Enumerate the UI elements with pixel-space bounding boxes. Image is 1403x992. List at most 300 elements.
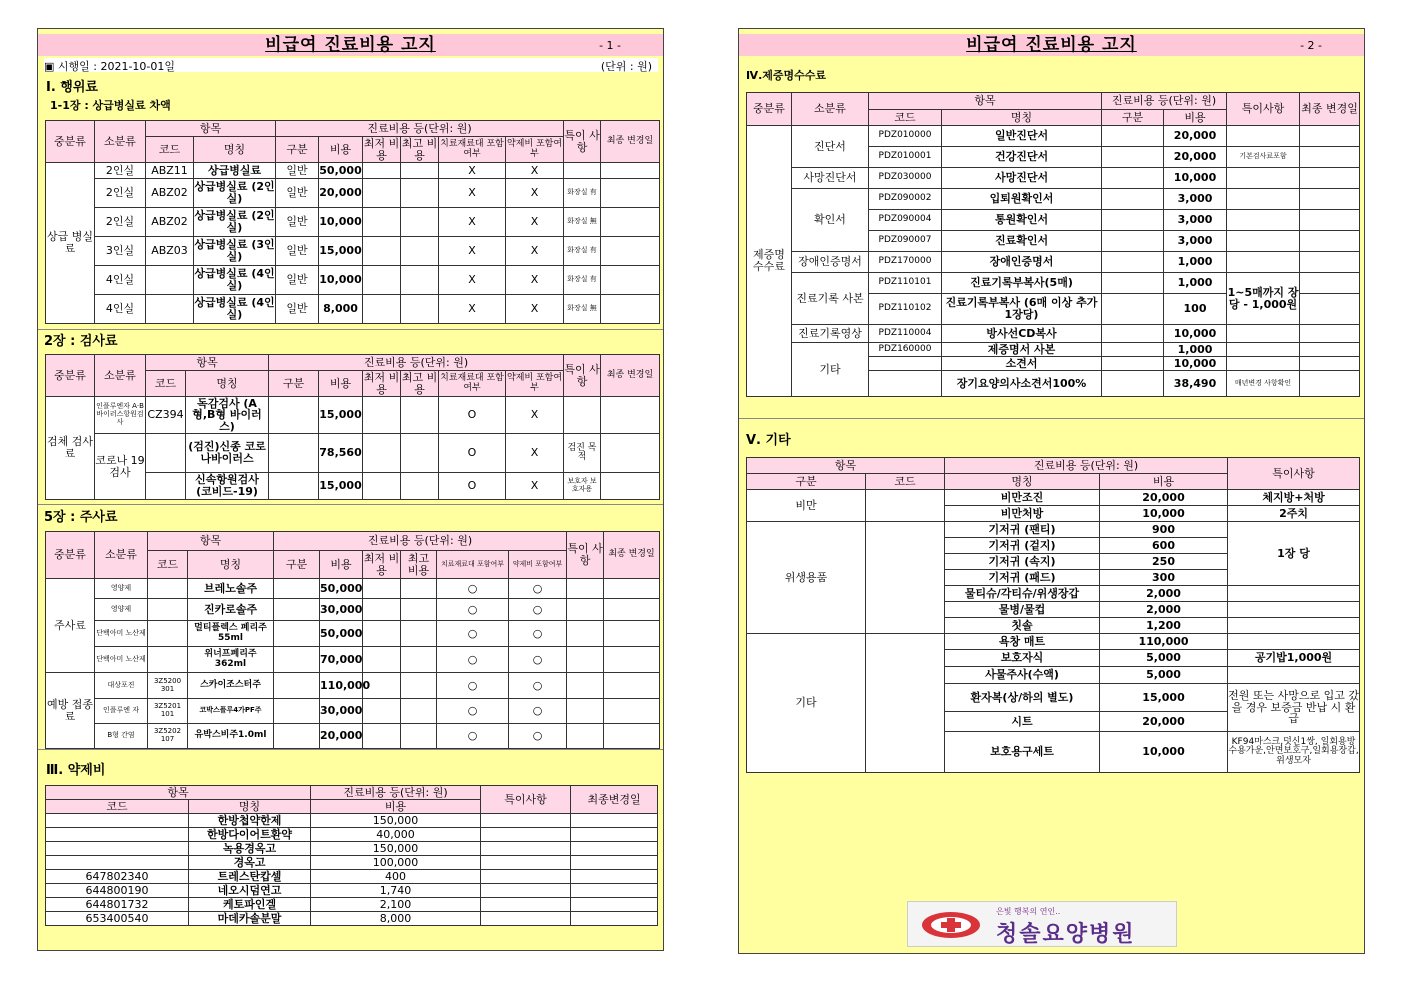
cell-cost: 30,000	[320, 599, 363, 621]
hygiene-note: 1장 당	[1228, 522, 1360, 586]
cell-material: O	[439, 397, 506, 434]
table-row	[747, 634, 1360, 650]
cell-cost: 40,000	[311, 828, 481, 842]
table-row	[46, 699, 660, 724]
empty-cell	[363, 163, 401, 179]
empty-cell	[1300, 357, 1360, 371]
cell-material: ○	[437, 724, 509, 749]
cell-cost: 8,000	[319, 295, 363, 324]
col-name: 명칭	[186, 371, 269, 397]
empty-cell	[567, 579, 604, 599]
cell-name: 비만처방	[945, 506, 1100, 522]
cell-cost: 1,740	[311, 884, 481, 898]
empty-cell	[604, 579, 660, 599]
empty-cell	[274, 673, 320, 699]
cell-minor: 2인실	[95, 179, 146, 208]
minor-etc: 기타	[792, 343, 869, 397]
col-cost-head: 진료비용 등(단위: 원)	[274, 532, 567, 551]
cell-cost: 100,000	[311, 856, 481, 870]
col-note: 특이 사항	[564, 355, 601, 397]
empty-cell	[481, 870, 571, 884]
minor-flu: 인플루엔자 A·B바이러스항원검사	[95, 397, 146, 434]
minor-covid: 코로나 19검사	[95, 434, 146, 500]
empty-cell	[604, 647, 660, 673]
cell-drug: X	[506, 163, 564, 179]
cell-note	[1228, 667, 1360, 684]
col-name: 명칭	[942, 110, 1102, 126]
divider	[38, 329, 663, 330]
cell-drug: ○	[509, 599, 567, 621]
empty-cell	[401, 621, 437, 647]
cell-name: 통원확인서	[942, 210, 1102, 231]
empty-cell	[1102, 252, 1164, 273]
cell-cost: 78,560	[319, 434, 363, 473]
empty-cell	[1300, 210, 1360, 231]
cell-code: PDZ030000	[869, 168, 942, 189]
cell-note	[1227, 357, 1300, 371]
cell-minor: 3인실	[95, 237, 146, 266]
col-cost-head: 진료비용 등(단위: 원)	[269, 355, 564, 371]
empty-cell	[601, 237, 660, 266]
empty-cell	[571, 814, 658, 828]
cell-note: 검진 목적	[564, 434, 601, 473]
cell-name: 코박스플루4가PF주	[188, 699, 274, 724]
table-row	[46, 599, 660, 621]
empty-cell	[274, 579, 320, 599]
cell-cost: 1,000	[1164, 252, 1227, 273]
etc-fee-table	[746, 457, 1360, 773]
empty-cell	[866, 634, 945, 773]
cell-minor: 단백아미 노산제	[95, 621, 148, 647]
table-row	[46, 647, 660, 673]
cell-name: 보호용구세트	[945, 732, 1100, 773]
cell-name: 상급병실료 (2인실)	[194, 208, 276, 237]
table-row	[46, 621, 660, 647]
col-major: 중분류	[46, 355, 95, 397]
col-updated: 최종 변경일	[1300, 93, 1360, 126]
cell-note	[1227, 189, 1300, 210]
cell-cost: 20,000	[1164, 147, 1227, 168]
col-updated: 최종 변경일	[601, 355, 660, 397]
table-row	[747, 189, 1360, 210]
empty-cell	[401, 208, 439, 237]
cell-name: 멀티플렉스 페리주55ml	[188, 621, 274, 647]
logo-tagline: 은빛 행복의 연인..	[996, 907, 1061, 916]
cell-name: 브레노솔주	[188, 579, 274, 599]
minor-diagnosis: 진단서	[792, 126, 869, 168]
col-name: 명칭	[188, 551, 274, 579]
cell-name: 케토파인겔	[189, 898, 311, 912]
cell-drug: X	[506, 473, 564, 500]
cell-code: PDZ090002	[869, 189, 942, 210]
empty-cell	[401, 434, 439, 473]
cell-cost: 10,000	[1164, 168, 1227, 189]
table-row	[747, 273, 1360, 294]
cell-minor: 2인실	[95, 163, 146, 179]
certificate-fee-table	[746, 92, 1360, 397]
cell-code	[148, 621, 188, 647]
cell-drug: ○	[509, 699, 567, 724]
cell-note: 화장실 無	[564, 208, 601, 237]
cell-type: 일반	[276, 208, 319, 237]
col-type: 구분	[274, 551, 320, 579]
empty-cell	[1102, 325, 1164, 343]
cell-note: 보호자 보호자용	[564, 473, 601, 500]
col-minor: 소분류	[792, 93, 869, 126]
empty-cell	[269, 397, 319, 434]
cell-code: PDZ010001	[869, 147, 942, 168]
cell-cost: 5,000	[1100, 667, 1228, 684]
cell-name: 유박스비주1.0ml	[188, 724, 274, 749]
col-cost-head: 진료비용 등(단위: 원)	[945, 458, 1228, 474]
col-cost: 비용	[1100, 474, 1228, 490]
table-row	[46, 870, 658, 884]
empty-cell	[1300, 189, 1360, 210]
major-vaccination: 예방 접종료	[46, 673, 95, 749]
cell-cost: 15,000	[319, 397, 363, 434]
cell-code: CZ394	[146, 397, 186, 434]
cell-code: PDZ110102	[869, 294, 942, 325]
cell-name: 진료기록부복사 (6매 이상 추가1장당)	[942, 294, 1102, 325]
cell-code	[146, 473, 186, 500]
cell-name: 진카로솔주	[188, 599, 274, 621]
cell-material: X	[439, 295, 506, 324]
cell-drug: ○	[509, 647, 567, 673]
cell-code: ABZ02	[146, 179, 194, 208]
cell-note	[1228, 634, 1360, 650]
cell-material: ○	[437, 579, 509, 599]
empty-cell	[363, 434, 401, 473]
table-row	[46, 912, 658, 926]
cell-code: 644800190	[46, 884, 189, 898]
cell-cost: 10,000	[319, 208, 363, 237]
col-item: 항목	[869, 93, 1102, 110]
cell-material: X	[439, 179, 506, 208]
cell-drug: ○	[509, 621, 567, 647]
table-row	[747, 126, 1360, 147]
empty-cell	[1300, 273, 1360, 294]
page-title: 비급여 진료비용 고지	[265, 35, 436, 55]
cell-material: ○	[437, 673, 509, 699]
cell-cost: 300	[1100, 570, 1228, 586]
cell-cost: 20,000	[1100, 490, 1228, 506]
empty-cell	[1300, 325, 1360, 343]
cell-name: 위너프페리주 362ml	[188, 647, 274, 673]
table-row	[46, 856, 658, 870]
empty-cell	[604, 621, 660, 647]
table-row	[46, 397, 660, 434]
cell-name: 제증명서 사본	[942, 343, 1102, 357]
col-drug: 약제비 포함여부	[506, 371, 564, 397]
group-hygiene: 위생용품	[747, 522, 866, 634]
empty-cell	[401, 699, 437, 724]
cell-name: 비만조진	[945, 490, 1100, 506]
empty-cell	[1228, 618, 1360, 634]
col-cost: 비용	[1164, 110, 1227, 126]
col-item: 항목	[146, 121, 276, 137]
table-row	[46, 884, 658, 898]
cell-cost: 2,100	[311, 898, 481, 912]
col-drug: 약제비 포함여부	[509, 551, 567, 579]
empty-cell	[401, 295, 439, 324]
cell-cost: 600	[1100, 538, 1228, 554]
cell-note: 2주치	[1228, 506, 1360, 522]
col-code: 코드	[869, 110, 942, 126]
empty-cell	[1102, 231, 1164, 252]
empty-cell	[601, 295, 660, 324]
cell-code: ABZ11	[146, 163, 194, 179]
col-note: 특이사항	[1228, 458, 1360, 490]
empty-cell	[571, 870, 658, 884]
col-max: 최고 비용	[401, 136, 438, 162]
empty-cell	[1300, 168, 1360, 189]
empty-cell	[1102, 189, 1164, 210]
empty-cell	[401, 397, 439, 434]
empty-cell	[567, 621, 604, 647]
empty-cell	[401, 579, 437, 599]
col-cost: 비용	[319, 137, 363, 163]
cell-material: O	[439, 473, 506, 500]
cell-code: PDZ090007	[869, 231, 942, 252]
cell-name: 독감검사 (A형,B형 바이러스)	[186, 397, 269, 434]
cell-name: 환자복(상/하의 별도)	[945, 684, 1100, 712]
cell-code	[46, 814, 189, 828]
cell-minor: B형 간염	[95, 724, 148, 749]
empty-cell	[601, 266, 660, 295]
empty-cell	[274, 699, 320, 724]
page-number: - 2 -	[1300, 39, 1322, 52]
cell-note	[564, 163, 601, 179]
empty-cell	[401, 266, 439, 295]
empty-cell	[1102, 273, 1164, 294]
cell-name: 기저귀 (팬티)	[945, 522, 1100, 538]
cell-material: O	[439, 434, 506, 473]
table-row	[46, 828, 658, 842]
col-item: 항목	[148, 532, 274, 551]
table-row	[747, 168, 1360, 189]
minor-record-copy: 진료기록 사본	[792, 273, 869, 325]
empty-cell	[567, 599, 604, 621]
empty-cell	[1300, 371, 1360, 397]
cell-note: 매년변경 사항확인	[1227, 371, 1300, 397]
col-cost-head: 진료비용 등(단위: 원)	[1102, 93, 1227, 110]
empty-cell	[401, 599, 437, 621]
empty-cell	[1102, 147, 1164, 168]
cell-code	[46, 842, 189, 856]
empty-cell	[1102, 210, 1164, 231]
cell-drug: ○	[509, 673, 567, 699]
minor-disability: 장애인증명서	[792, 252, 869, 273]
col-item: 항목	[46, 786, 311, 800]
empty-cell	[1300, 294, 1360, 325]
empty-cell	[481, 856, 571, 870]
cell-note: 화장실 無	[564, 295, 601, 324]
unit-label: (단위 : 원)	[600, 60, 652, 73]
cell-code: PDZ160000	[869, 343, 942, 357]
empty-cell	[274, 647, 320, 673]
cell-cost: 10,000	[1164, 325, 1227, 343]
cell-cost: 1,000	[1164, 343, 1227, 357]
empty-cell	[571, 856, 658, 870]
cell-name: 상급병실료	[194, 163, 276, 179]
empty-cell	[481, 814, 571, 828]
table-row	[46, 434, 660, 473]
cell-type: 일반	[276, 163, 319, 179]
cell-name: 신속항원검사 (코비드-19)	[186, 473, 269, 500]
cell-cost: 3,000	[1164, 189, 1227, 210]
cell-minor: 4인실	[95, 266, 146, 295]
cell-note: KF94마스크,덧신1쌍, 일회용방수용가운,안면보호구,일회용장갑,위생모자	[1228, 732, 1360, 773]
empty-cell	[481, 912, 571, 926]
cell-name: 상급병실료 (4인실)	[194, 266, 276, 295]
col-code: 코드	[146, 137, 194, 163]
empty-cell	[481, 828, 571, 842]
col-cost: 비용	[311, 800, 481, 814]
divider	[38, 749, 663, 750]
col-item: 항목	[747, 458, 945, 474]
cell-cost: 15,000	[319, 237, 363, 266]
empty-cell	[363, 699, 401, 724]
cell-code: 3Z5202 107	[148, 724, 188, 749]
empty-cell	[363, 579, 401, 599]
major-room: 상급 병실료	[46, 163, 95, 324]
cell-code: PDZ110004	[869, 325, 942, 343]
col-code: 코드	[866, 474, 945, 490]
empty-cell	[363, 621, 401, 647]
effective-date: ▣ 시행일 : 2021-10-01일	[44, 60, 176, 73]
cell-minor: 단백아미 노산제	[95, 647, 148, 673]
cell-code: 647802340	[46, 870, 189, 884]
section-5-title: 5장 : 주사료	[44, 510, 118, 525]
empty-cell	[481, 898, 571, 912]
cell-note	[1227, 126, 1300, 147]
cell-note: 화장실 有	[564, 237, 601, 266]
col-cost-head: 진료비용 등(단위: 원)	[276, 121, 564, 137]
cell-code	[148, 647, 188, 673]
minor-death: 사망진단서	[792, 168, 869, 189]
room-fee-table	[45, 120, 660, 324]
empty-cell	[481, 842, 571, 856]
cell-code: 653400540	[46, 912, 189, 926]
cell-name: 욕창 매트	[945, 634, 1100, 650]
cell-code	[146, 266, 194, 295]
empty-cell	[604, 673, 660, 699]
empty-cell	[567, 647, 604, 673]
col-min: 최저 비용	[363, 136, 400, 162]
cell-code: PDZ170000	[869, 252, 942, 273]
table-row	[46, 673, 660, 699]
section-1-1-title: 1-1장 : 상급병실료 차액	[50, 99, 171, 112]
cell-material: ○	[437, 647, 509, 673]
cell-name: 트레스탄캅셀	[189, 870, 311, 884]
cell-cost: 3,000	[1164, 210, 1227, 231]
cell-name: 네오시덤연고	[189, 884, 311, 898]
empty-cell	[601, 397, 660, 434]
cell-note: 기본검사료포함	[1227, 147, 1300, 168]
cell-name: 한방다이어트환약	[189, 828, 311, 842]
empty-cell	[567, 724, 604, 749]
cell-note: 공기밥1,000원	[1228, 650, 1360, 667]
col-minor: 소분류	[95, 121, 146, 163]
empty-cell	[363, 397, 401, 434]
table-row	[46, 237, 660, 266]
cell-type: 일반	[276, 237, 319, 266]
empty-cell	[1300, 126, 1360, 147]
col-note: 특이 사항	[564, 121, 601, 163]
empty-cell	[1102, 168, 1164, 189]
cell-cost: 2,000	[1100, 586, 1228, 602]
page-title: 비급여 진료비용 고지	[966, 35, 1137, 55]
table-row	[46, 163, 660, 179]
cell-name: 진료확인서	[942, 231, 1102, 252]
col-type: 구분	[747, 474, 866, 490]
cell-name: 보호자식	[945, 650, 1100, 667]
cell-code	[148, 579, 188, 599]
cell-name: 스카이조스터주	[188, 673, 274, 699]
col-item: 항목	[146, 355, 269, 371]
empty-cell	[274, 724, 320, 749]
cell-code: ABZ03	[146, 237, 194, 266]
cell-name: (검진)신종 코로나바이러스	[186, 434, 269, 473]
col-material: 치료재료대 포함여부	[439, 137, 506, 163]
cell-minor: 인플루엔 자	[95, 699, 148, 724]
empty-cell	[1102, 294, 1164, 325]
empty-cell	[571, 884, 658, 898]
cell-note: 화장실 有	[564, 266, 601, 295]
cell-note	[1227, 210, 1300, 231]
empty-cell	[363, 237, 401, 266]
section-1-title: Ⅰ. 행위료	[46, 80, 98, 95]
cell-name: 상급병실료 (3인실)	[194, 237, 276, 266]
cell-type: 일반	[276, 266, 319, 295]
empty-cell	[401, 473, 439, 500]
empty-cell	[363, 647, 401, 673]
col-updated: 최종변경일	[571, 786, 658, 814]
cell-name: 입퇴원확인서	[942, 189, 1102, 210]
cell-drug: X	[506, 208, 564, 237]
col-material: 치료재료대 포함여부	[437, 551, 509, 579]
col-type: 구분	[276, 137, 319, 163]
empty-cell	[1228, 602, 1360, 618]
col-drug: 약제비 포함여부	[506, 137, 564, 163]
cell-name: 칫솔	[945, 618, 1100, 634]
page-number: - 1 -	[599, 39, 621, 52]
cell-cost: 10,000	[1100, 732, 1228, 773]
empty-cell	[567, 673, 604, 699]
cell-material: ○	[437, 621, 509, 647]
empty-cell	[363, 179, 401, 208]
cell-name: 한방첩약한제	[189, 814, 311, 828]
col-major: 중분류	[46, 121, 95, 163]
cell-name: 소견서	[942, 357, 1102, 371]
col-major: 중분류	[747, 93, 792, 126]
major-injection: 주사료	[46, 579, 95, 673]
cell-type: 일반	[276, 295, 319, 324]
effective-date-bar	[44, 58, 658, 72]
empty-cell	[571, 898, 658, 912]
cell-cost: 2,000	[1100, 602, 1228, 618]
cell-name: 상급병실료 (4인실)	[194, 295, 276, 324]
notice-page-2	[738, 28, 1365, 954]
cell-note	[1227, 231, 1300, 252]
cell-cost: 10,000	[1164, 357, 1227, 371]
col-code: 코드	[146, 371, 186, 397]
cell-code	[869, 357, 942, 371]
cell-material: X	[439, 237, 506, 266]
cell-code: PDZ110101	[869, 273, 942, 294]
cell-name: 시트	[945, 712, 1100, 732]
cell-code	[148, 599, 188, 621]
